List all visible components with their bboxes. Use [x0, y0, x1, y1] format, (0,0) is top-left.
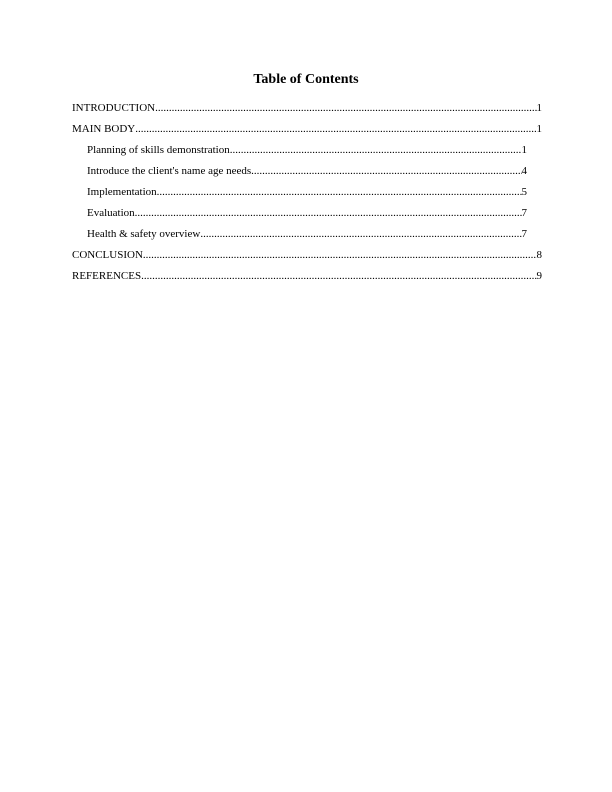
toc-entry-main-body[interactable] — [72, 122, 542, 143]
toc-page-number: 5 — [521, 186, 527, 198]
toc-entry-label: Planning of skills demonstration — [87, 144, 230, 156]
toc-entry-label: Implementation — [87, 186, 157, 198]
toc-entry-references[interactable] — [72, 269, 542, 290]
toc-entry-evaluation[interactable] — [72, 206, 542, 227]
toc-dot-leader — [141, 269, 536, 283]
toc-dot-leader — [135, 122, 536, 136]
toc-dot-leader — [251, 164, 521, 178]
toc-entry-conclusion[interactable] — [72, 248, 542, 269]
toc-list — [72, 101, 542, 290]
toc-title: Table of Contents — [253, 72, 359, 87]
toc-entry-health-safety[interactable] — [72, 227, 542, 248]
toc-dot-leader — [200, 227, 521, 241]
toc-entry-label: REFERENCES — [72, 270, 142, 282]
toc-entry-introduction[interactable] — [72, 101, 542, 122]
toc-dot-leader — [143, 248, 537, 262]
toc-page-number: 8 — [536, 249, 542, 261]
toc-page-number: 7 — [521, 207, 527, 219]
toc-page-number: 7 — [521, 228, 527, 240]
toc-entry-label: INTRODUCTION — [72, 102, 156, 114]
toc-entry-label: Health & safety overview — [87, 228, 201, 240]
toc-entry-introduce-client[interactable] — [72, 164, 542, 185]
toc-entry-label: Evaluation — [87, 207, 135, 219]
toc-page-number: 4 — [521, 165, 527, 177]
toc-page-number: 1 — [536, 102, 542, 114]
toc-dot-leader — [157, 185, 522, 199]
toc-dot-leader — [230, 143, 522, 157]
toc-dot-leader — [135, 206, 522, 220]
toc-page-number: 1 — [536, 123, 542, 135]
toc-entry-label: CONCLUSION — [72, 249, 143, 261]
toc-page-number: 9 — [536, 270, 542, 282]
toc-dot-leader — [155, 101, 536, 115]
toc-page-number: 1 — [521, 144, 527, 156]
toc-entry-label: Introduce the client's name age needs — [87, 165, 252, 177]
toc-entry-implementation[interactable] — [72, 185, 542, 206]
toc-entry-planning[interactable] — [72, 143, 542, 164]
toc-entry-label: MAIN BODY — [72, 123, 136, 135]
